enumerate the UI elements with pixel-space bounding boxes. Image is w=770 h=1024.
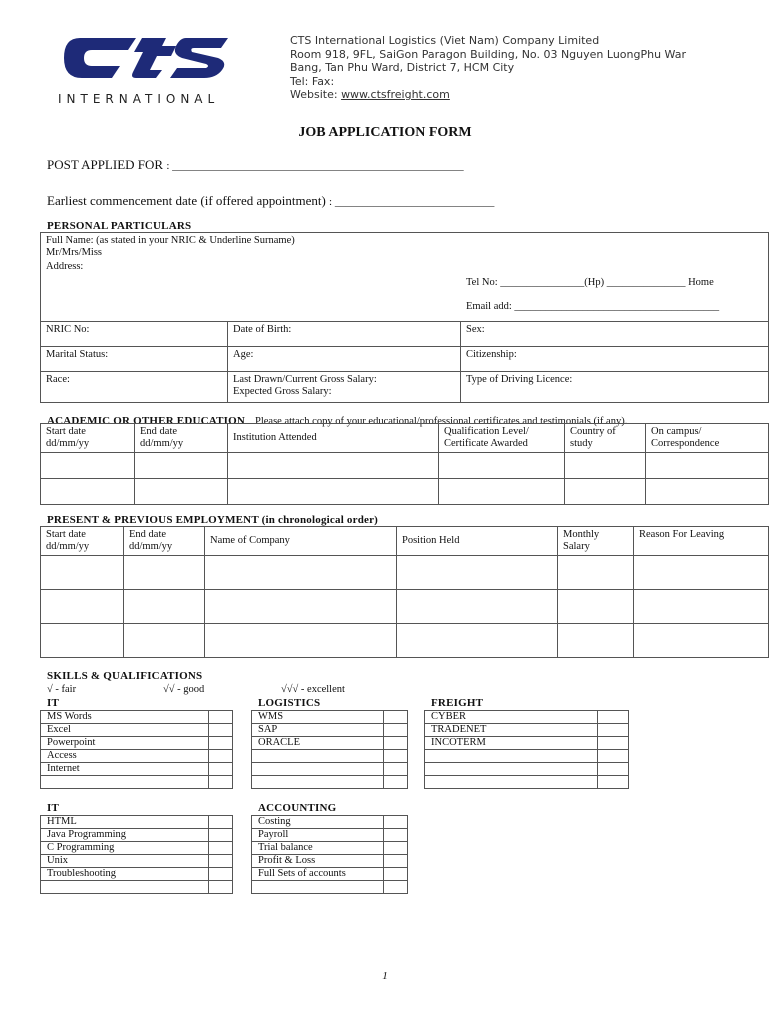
driving-label: Type of Driving Licence: [466,374,573,385]
skill-label [41,881,209,894]
table-cell[interactable] [41,453,135,479]
skill-label: Java Programming [41,829,209,842]
skill-rating-cell[interactable] [209,816,233,829]
education-note: Please attach copy of your educational/professional certificates and testimonials (if any). [255,416,628,427]
table-cell[interactable] [397,590,558,624]
company-address-line2: Bang, Tan Phu Ward, District 7, HCM City [290,61,515,74]
skill-label: SAP [252,724,384,737]
logo-subtitle: INTERNATIONAL [58,92,220,106]
table-cell[interactable] [558,590,634,624]
skill-rating-cell[interactable] [384,763,408,776]
skill-label: MS Words [41,711,209,724]
full-name-label: Full Name: (as stated in your NRIC & Underline Surname) [46,235,295,246]
skill-row [252,829,408,842]
education-table [40,423,769,505]
email-label: Email add: _______________________________________ [466,301,720,312]
accounting-skill-table [251,815,408,894]
skill-rating-cell[interactable] [384,776,408,789]
skill-label: Excel [41,724,209,737]
skill-rating-cell[interactable] [598,724,629,737]
skill-row [41,750,233,763]
company-website-row [290,88,686,102]
company-info [290,34,686,102]
skill-label: Full Sets of accounts [252,868,384,881]
table-cell[interactable] [41,479,135,505]
skill-row [425,724,629,737]
table-cell[interactable] [41,556,124,590]
edu-col-qualification: Qualification Level/ Certificate Awarded [439,424,565,453]
logistics-title: LOGISTICS [258,697,321,709]
website-link[interactable]: www.ctsfreight.com [341,88,450,101]
skill-rating-cell[interactable] [384,868,408,881]
emp-col-end: End date dd/mm/yy [124,527,205,556]
marital-label: Marital Status: [46,349,109,360]
form-title: JOB APPLICATION FORM [298,125,472,140]
skill-row [41,855,233,868]
skill-label [425,750,598,763]
skill-row [252,842,408,855]
company-logo [58,30,233,105]
emp-col-position: Position Held [397,527,558,556]
skill-row [425,750,629,763]
skill-rating-cell[interactable] [209,829,233,842]
skills-heading: SKILLS & QUALIFICATIONS [47,670,203,682]
dob-cell[interactable] [228,322,461,347]
table-cell[interactable] [634,556,769,590]
table-cell[interactable] [565,453,646,479]
tel-label: Tel No: ________________(Hp) _______________ Home [466,277,714,288]
name-address-cell[interactable] [41,233,769,322]
skill-label [252,881,384,894]
skill-rating-cell[interactable] [209,868,233,881]
address-label: Address: [46,261,84,272]
skill-rating-cell[interactable] [209,881,233,894]
citizenship-cell[interactable] [461,347,769,372]
current-salary-label: Last Drawn/Current Gross Salary: [233,374,377,385]
skill-row [252,750,408,763]
salutation-label: Mr/Mrs/Miss [46,247,103,258]
personal-heading: PERSONAL PARTICULARS [47,220,192,232]
table-cell[interactable] [124,590,205,624]
skill-row [41,816,233,829]
skill-row [41,881,233,894]
table-row [41,556,769,590]
table-cell[interactable] [135,453,228,479]
edu-col-start: Start date dd/mm/yy [41,424,135,453]
skill-row [425,737,629,750]
race-cell[interactable] [41,372,228,403]
skill-label: Payroll [252,829,384,842]
skill-rating-cell[interactable] [384,711,408,724]
nric-label: NRIC No: [46,324,90,335]
table-cell[interactable] [41,590,124,624]
table-row [41,590,769,624]
emp-col-reason: Reason For Leaving [634,527,769,556]
skill-rating-cell[interactable] [384,855,408,868]
table-cell[interactable] [205,624,397,658]
it2-skill-table [40,815,233,894]
legend-excellent: √√√ - excellent [281,684,345,695]
edu-col-campus: On campus/ Correspondence [646,424,769,453]
skill-label [252,763,384,776]
emp-col-salary: Monthly Salary [558,527,634,556]
table-cell[interactable] [397,556,558,590]
table-cell[interactable] [558,624,634,658]
legend-good: √√ - good [163,684,205,695]
skill-row [41,842,233,855]
skill-label: CYBER [425,711,598,724]
table-cell[interactable] [228,479,439,505]
skill-label: Unix [41,855,209,868]
table-cell[interactable] [124,624,205,658]
skill-row [252,855,408,868]
website-label: Website: [290,88,342,101]
table-cell[interactable] [646,453,769,479]
skill-rating-cell[interactable] [598,763,629,776]
table-cell[interactable] [228,453,439,479]
skill-row [252,816,408,829]
education-heading: ACADEMIC OR OTHER EDUCATION [47,415,246,427]
skill-label: Troubleshooting [41,868,209,881]
sex-label: Sex: [466,324,485,335]
skill-label [425,776,598,789]
skill-label: C Programming [41,842,209,855]
page-number: 1 [382,970,388,982]
skill-row [41,868,233,881]
freight-title: FREIGHT [431,697,484,709]
table-row [41,479,769,505]
skill-rating-cell[interactable] [598,737,629,750]
table-cell[interactable] [41,624,124,658]
skill-rating-cell[interactable] [384,737,408,750]
commencement-row [47,193,494,209]
skill-label [425,763,598,776]
table-row [41,453,769,479]
skill-row [41,763,233,776]
table-cell[interactable] [205,556,397,590]
post-applied-label: POST APPLIED FOR [47,157,164,172]
skill-row [41,711,233,724]
skill-row [41,737,233,750]
it1-skill-table [40,710,233,789]
edu-col-end: End date dd/mm/yy [135,424,228,453]
company-name: CTS International Logistics (Viet Nam) Company Limited [290,34,600,47]
skill-rating-cell[interactable] [384,750,408,763]
skill-rating-cell[interactable] [209,724,233,737]
table-cell[interactable] [565,479,646,505]
skill-label: Access [41,750,209,763]
skill-rating-cell[interactable] [598,711,629,724]
skill-row [252,737,408,750]
post-applied-row [47,157,464,173]
commencement-field[interactable]: : _____________________________ [329,196,495,208]
dob-label: Date of Birth: [233,324,292,335]
skill-rating-cell[interactable] [384,816,408,829]
employment-table [40,526,769,658]
cts-logo-icon [58,30,233,85]
marital-cell[interactable] [41,347,228,372]
skill-label: Powerpoint [41,737,209,750]
skill-rating-cell[interactable] [209,855,233,868]
it1-title: IT [47,697,60,709]
skill-row [252,763,408,776]
skill-label: Internet [41,763,209,776]
legend-fair: √ - fair [47,684,77,695]
skill-rating-cell[interactable] [209,711,233,724]
skill-label: Costing [252,816,384,829]
skill-label: HTML [41,816,209,829]
driving-cell[interactable] [461,372,769,403]
skill-row [41,776,233,789]
skill-row [252,868,408,881]
race-label: Race: [46,374,70,385]
table-cell[interactable] [439,453,565,479]
skill-label: Trial balance [252,842,384,855]
skill-rating-cell[interactable] [384,881,408,894]
skill-row [252,776,408,789]
edu-col-institution: Institution Attended [228,424,439,453]
commencement-label: Earliest commencement date (if offered appointment) [47,193,326,208]
table-cell[interactable] [634,624,769,658]
age-label: Age: [233,349,254,360]
skill-row [41,724,233,737]
emp-col-start: Start date dd/mm/yy [41,527,124,556]
skill-row [425,711,629,724]
skill-label [252,750,384,763]
skill-row [425,763,629,776]
employment-heading: PRESENT & PREVIOUS EMPLOYMENT (in chronological order) [47,514,379,526]
salary-cell[interactable] [228,372,461,403]
skill-label [252,776,384,789]
accounting-title: ACCOUNTING [258,802,337,814]
table-cell[interactable] [135,479,228,505]
skill-rating-cell[interactable] [209,763,233,776]
skill-rating-cell[interactable] [598,776,629,789]
skill-label: ORACLE [252,737,384,750]
skill-rating-cell[interactable] [209,776,233,789]
it2-title: IT [47,802,60,814]
sex-cell[interactable] [461,322,769,347]
table-cell[interactable] [558,556,634,590]
freight-skill-table [424,710,629,789]
table-cell[interactable] [124,556,205,590]
personal-table [40,232,769,403]
post-applied-field[interactable]: : _____________________________________________________ [166,160,464,172]
citizenship-label: Citizenship: [466,349,517,360]
skill-row [41,829,233,842]
skill-rating-cell[interactable] [209,750,233,763]
skill-row [425,776,629,789]
skill-label [41,776,209,789]
table-cell[interactable] [634,590,769,624]
skill-rating-cell[interactable] [209,842,233,855]
nric-cell[interactable] [41,322,228,347]
skill-row [252,724,408,737]
skill-label: WMS [252,711,384,724]
logistics-skill-table [251,710,408,789]
table-cell[interactable] [397,624,558,658]
skill-row [252,881,408,894]
table-cell[interactable] [439,479,565,505]
company-address-line1: Room 918, 9FL, SaiGon Paragon Building, No. 03 Nguyen LuongPhu War [290,47,686,61]
skill-label: INCOTERM [425,737,598,750]
emp-col-company: Name of Company [205,527,397,556]
skill-rating-cell[interactable] [384,724,408,737]
edu-col-country: Country of study [565,424,646,453]
table-cell[interactable] [205,590,397,624]
skill-row [252,711,408,724]
expected-salary-label: Expected Gross Salary: [233,386,332,397]
skill-rating-cell[interactable] [209,737,233,750]
table-row [41,624,769,658]
skill-rating-cell[interactable] [384,829,408,842]
skill-label: Profit & Loss [252,855,384,868]
skill-label: TRADENET [425,724,598,737]
age-cell[interactable] [228,347,461,372]
table-cell[interactable] [646,479,769,505]
skill-rating-cell[interactable] [598,750,629,763]
skill-rating-cell[interactable] [384,842,408,855]
company-tel: Tel: Fax: [290,74,335,88]
